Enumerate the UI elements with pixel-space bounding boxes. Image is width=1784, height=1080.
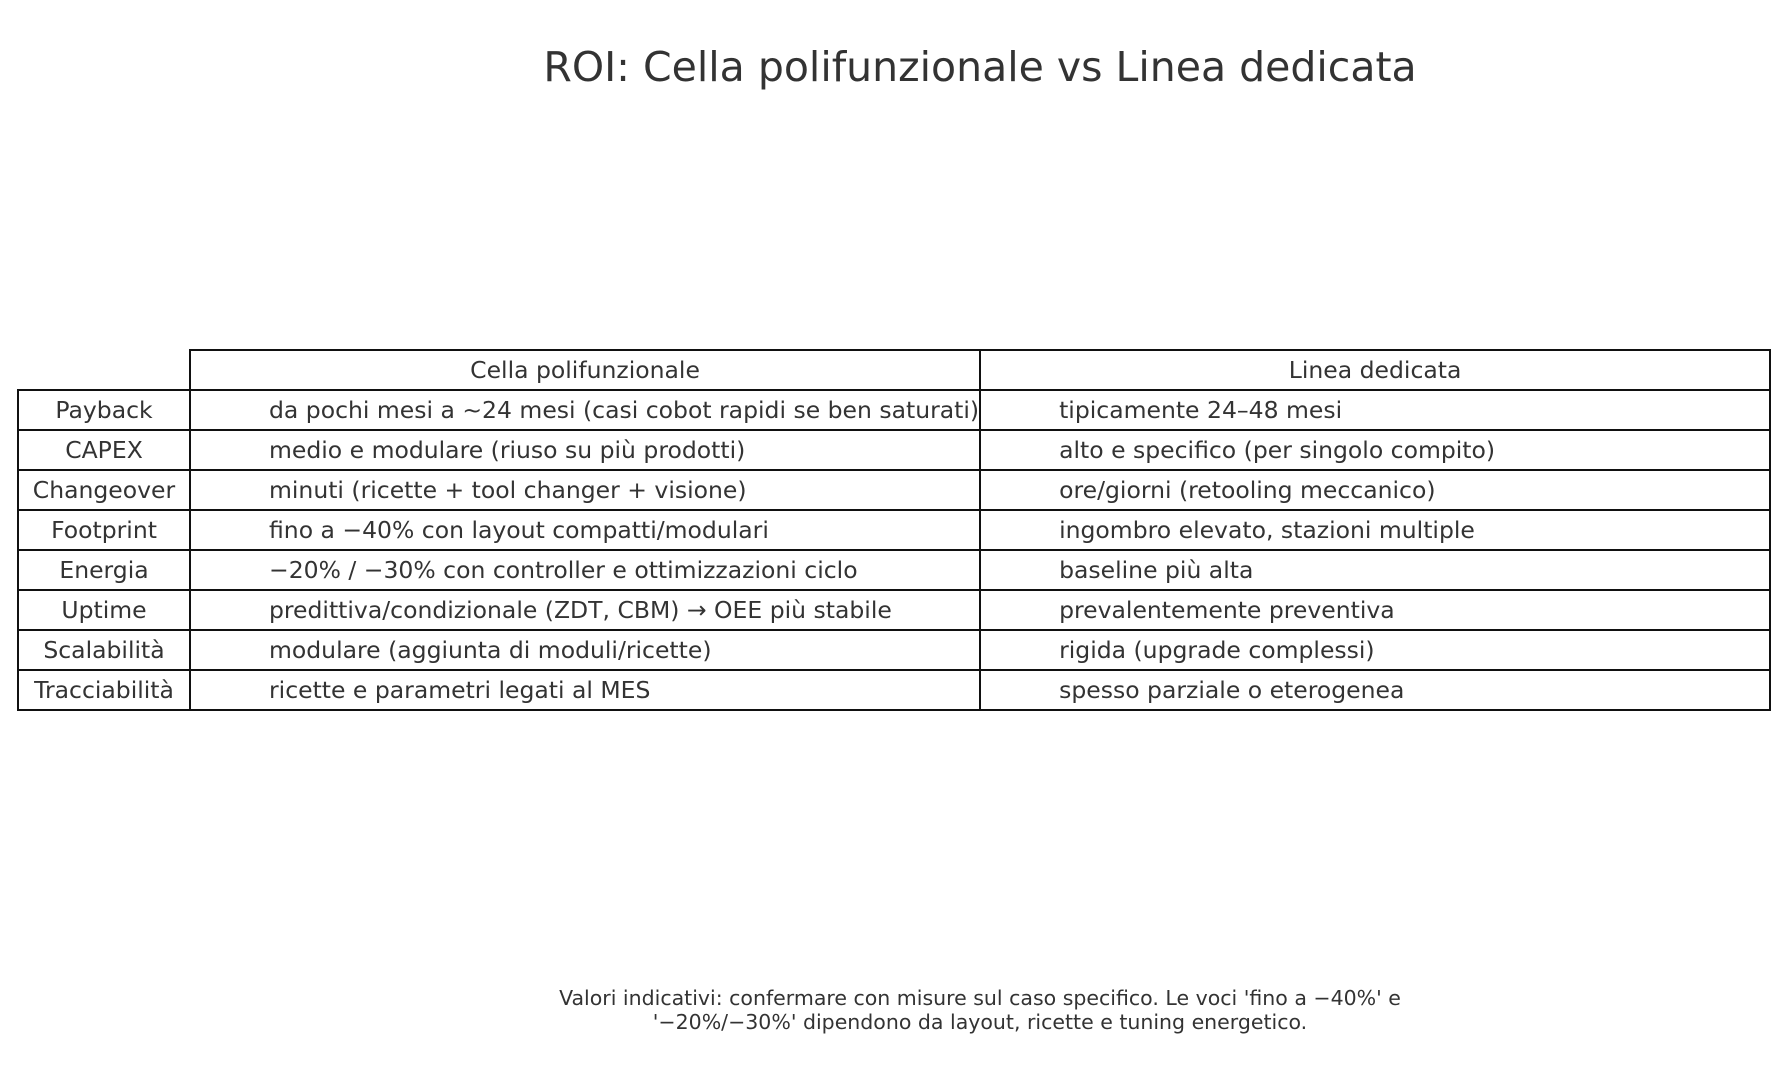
table-cell: ingombro elevato, stazioni multiple: [980, 510, 1770, 550]
chart-title: ROI: Cella polifunzionale vs Linea dedicata: [543, 43, 1417, 91]
table-cell: alto e specifico (per singolo compito): [980, 430, 1770, 470]
table-cell: fino a −40% con layout compatti/modulari: [190, 510, 980, 550]
table-cell: prevalentemente preventiva: [980, 590, 1770, 630]
table-cell: spesso parziale o eterogenea: [980, 670, 1770, 710]
table-cell: da pochi mesi a ~24 mesi (casi cobot rapidi se ben saturati): [190, 390, 980, 430]
table-cell: baseline più alta: [980, 550, 1770, 590]
table-row: [18, 550, 1770, 590]
row-label: Scalabilità: [18, 630, 190, 670]
table-row: [18, 670, 1770, 710]
footnote: [0, 986, 1784, 1034]
table-cell: predittiva/condizionale (ZDT, CBM) → OEE più stabile: [190, 590, 980, 630]
table-cell: minuti (ricette + tool changer + visione): [190, 470, 980, 510]
row-label: Uptime: [18, 590, 190, 630]
corner-cell: [18, 350, 190, 390]
footnote-line: '−20%/−30%' dipendono da layout, ricette e tuning energetico.: [652, 1010, 1308, 1034]
table-row: [18, 630, 1770, 670]
table-row: [18, 590, 1770, 630]
table-cell: modulare (aggiunta di moduli/ricette): [190, 630, 980, 670]
table-row: [18, 430, 1770, 470]
row-label: Energia: [18, 550, 190, 590]
table-cell: ore/giorni (retooling meccanico): [980, 470, 1770, 510]
table-cell: rigida (upgrade complessi): [980, 630, 1770, 670]
row-label: Footprint: [18, 510, 190, 550]
row-label: Payback: [18, 390, 190, 430]
column-header: Linea dedicata: [980, 350, 1770, 390]
row-label: Changeover: [18, 470, 190, 510]
table-cell: tipicamente 24–48 mesi: [980, 390, 1770, 430]
table-row: [18, 470, 1770, 510]
table-cell: −20% / −30% con controller e ottimizzazioni ciclo: [190, 550, 980, 590]
header-row: [18, 350, 1770, 390]
comparison-table: [17, 349, 1771, 711]
row-label: Tracciabilità: [18, 670, 190, 710]
table-row: [18, 510, 1770, 550]
footnote-line: Valori indicativi: confermare con misure sul caso specifico. Le voci 'fino a −40%' e: [559, 986, 1401, 1010]
table-row: [18, 390, 1770, 430]
table-cell: medio e modulare (riuso su più prodotti): [190, 430, 980, 470]
table-cell: ricette e parametri legati al MES: [190, 670, 980, 710]
column-header: Cella polifunzionale: [190, 350, 980, 390]
row-label: CAPEX: [18, 430, 190, 470]
